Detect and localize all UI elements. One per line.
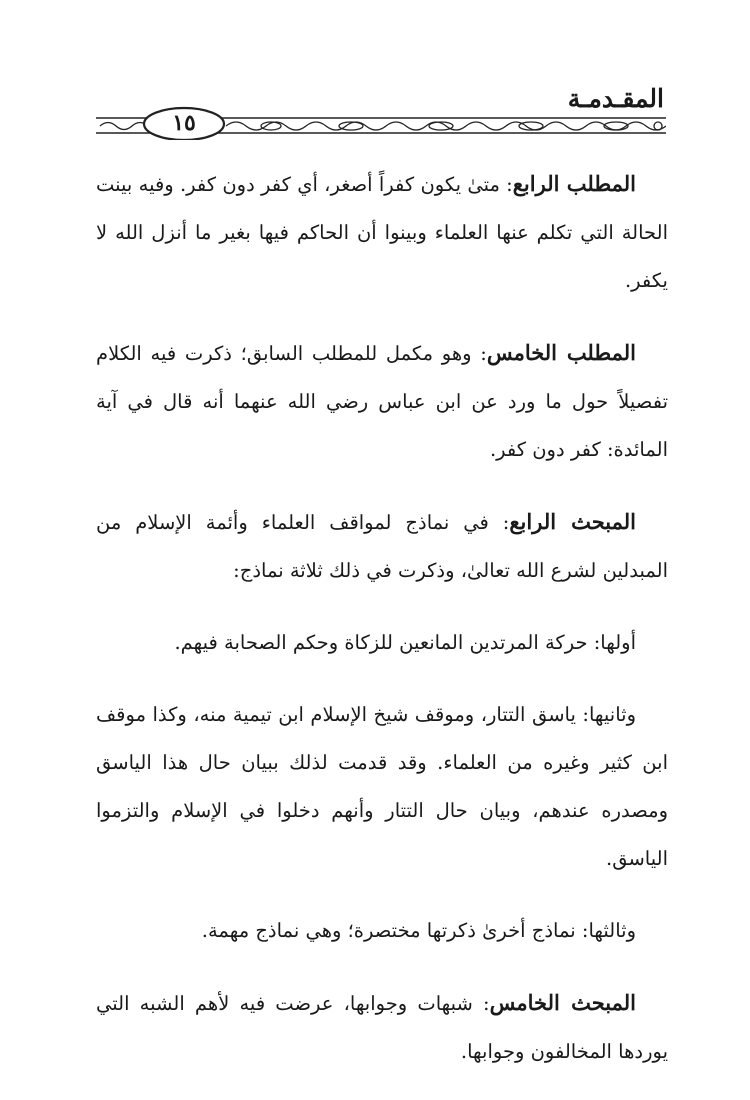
paragraph-model-1 (96, 619, 668, 667)
paragraph-model-2 (96, 691, 668, 883)
paragraph-section-4 (96, 160, 668, 305)
section-term: المبحث الرابع (509, 509, 636, 534)
paragraph-text: : وهو مكمل للمطلب السابق؛ ذكرت فيه الكلام تفصيلاً حول ما ورد عن ابن عباس رضي الله عنهما أنه قال في آية المائدة: كفر دون كفر. (96, 342, 668, 461)
page-header (96, 84, 666, 140)
section-term: المطلب الرابع (512, 171, 636, 196)
paragraph-text: : شبهات وجوابها، عرضت فيه لأهم الشبه التي يوردها المخالفون وجوابها. (96, 992, 668, 1063)
section-term: المبحث الخامس (489, 990, 637, 1015)
page-body (96, 160, 668, 1100)
paragraph-text: : في نماذج لمواقف العلماء وأئمة الإسلام من المبدلين لشرع الله تعالىٰ، وذكرت في ذلك ثلاثة نماذج: (96, 511, 668, 582)
paragraph-model-3 (96, 907, 668, 955)
paragraph-chapter-5 (96, 979, 668, 1076)
chapter-title: المقـدمـة (567, 84, 664, 113)
paragraph-text: وثانيها: ياسق التتار، وموقف شيخ الإسلام ابن تيمية منه، وكذا موقف ابن كثير وغيره من العلماء. وقد قدمت لذلك ببيان حال هذا الياسق ومصدره عندهم، وبيان حال التتار وأنهم دخلوا في الإسلام والتزموا الياسق. (96, 703, 668, 870)
paragraph-text: : متىٰ يكون كفراً أصغر، أي كفر دون كفر. وفيه بينت الحالة التي تكلم عنها العلماء وبينوا أن الحاكم فيها بغير ما أنزل الله لا يكفر. (96, 173, 668, 292)
page-number: ١٥ (172, 110, 196, 136)
paragraph-text: أولها: حركة المرتدين المانعين للزكاة وحكم الصحابة فيهم. (174, 631, 636, 654)
paragraph-chapter-4 (96, 498, 668, 595)
paragraph-section-5 (96, 329, 668, 474)
section-term: المطلب الخامس (486, 340, 636, 365)
paragraph-text: وثالثها: نماذج أخرىٰ ذكرتها مختصرة؛ وهي نماذج مهمة. (201, 919, 636, 942)
